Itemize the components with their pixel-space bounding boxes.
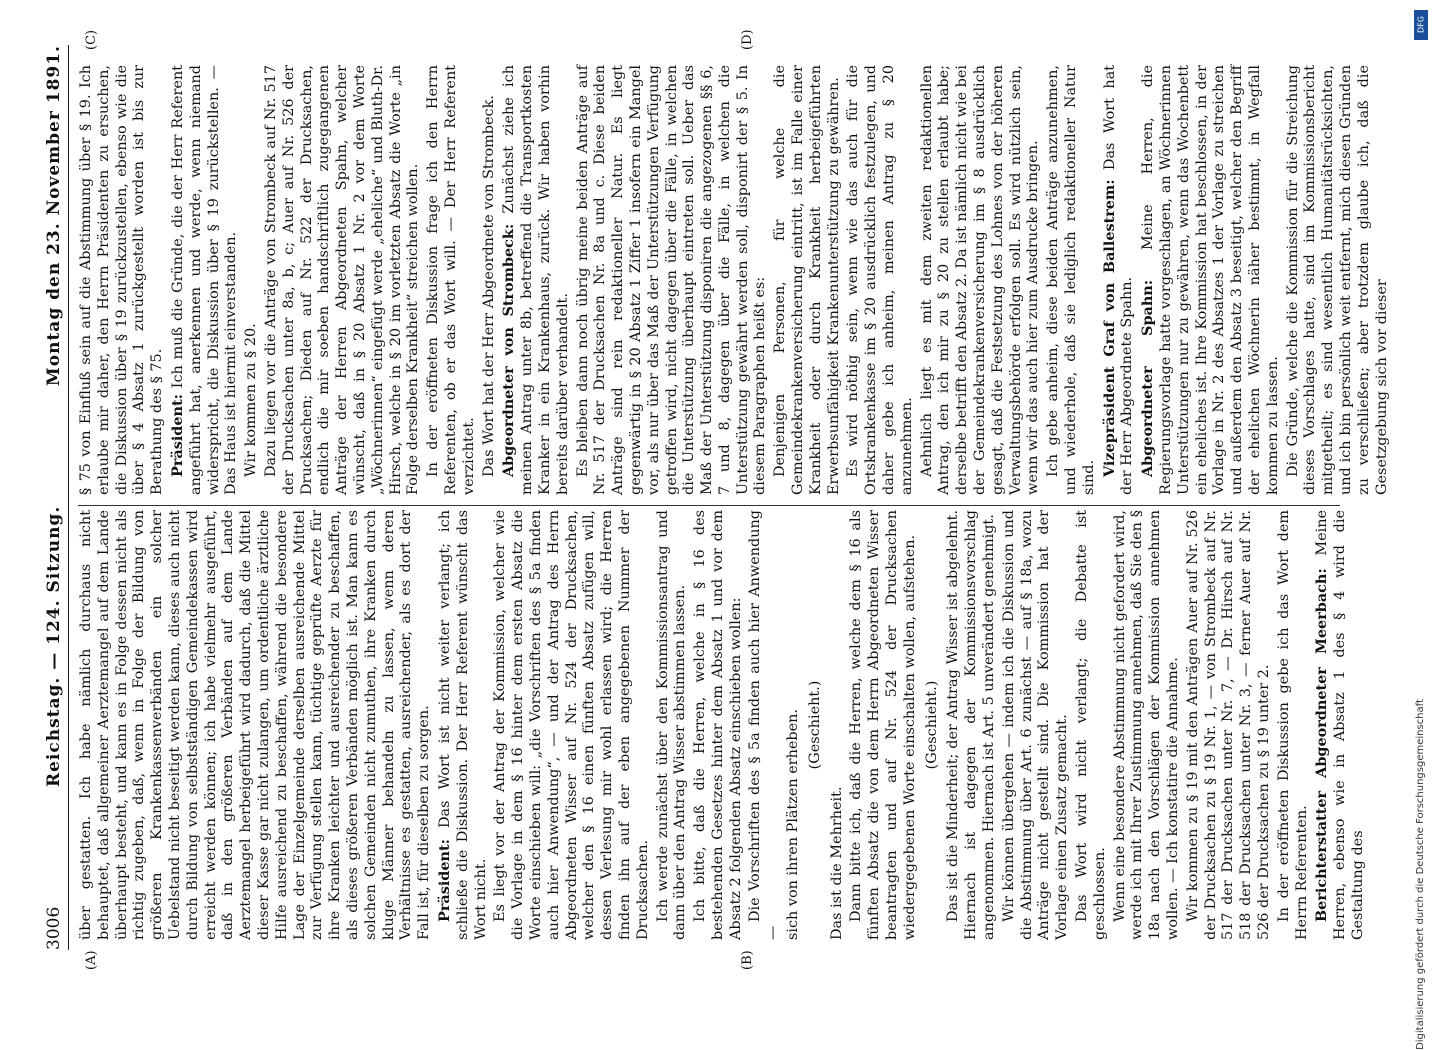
- speaker-name: Abgeordneter von Strombeck:: [500, 223, 518, 477]
- paragraph: [845, 65, 916, 495]
- paragraph: [1001, 510, 1072, 940]
- paragraph: [785, 510, 803, 940]
- paragraph: [772, 65, 843, 495]
- paragraph: [78, 65, 167, 495]
- paragraph-text: Dann bitte ich, daß die Herren, welche dem § 16 als fünften Absatz die von dem Herrn Abgeordneten Wisser beantragten und auf Nr. 524 der Drucksachen wiedergegebenen Worte einschalten wollen, aufstehen.: [848, 510, 918, 940]
- paragraph-text: über gestatten. Ich habe nämlich durchaus nicht behauptet, daß allgemeiner Aerztemangel auf dem Lande überhaupt besteht, und kann es in Folge dessen nicht als richtig zugeben, daß, wenn in Folge der Bildung von größeren Krankenkassenverbänden ein solcher Uebelstand nicht beseitigt werden kann, dieses auch nicht durch Bildung von selbstständigen Gemeindekassen wird erreicht werden können; ich habe vielmehr ausgeführt, daß in den größeren Verbänden auf dem Lande Aerztemangel herbeigeführt wird dadurch, daß die Mittel dieser Kasse gar nicht zulangen, um ordentliche ärztliche Hilfe ausreichend zu beschaffen, während die besondere Lage der Einzelgemeinde derselben ausreichende Mittel zur Verfügung stellen kann, tüchtige geprüfte Aerzte für ihre Kranken leichter und ausreichender zu beschaffen, als dieses größeren Verbänden möglich ist. Man kann es solchen Gemeinden nicht zumuthen, ihre Kranken durch kluge Männer behandeln zu lassen, wenn deren Verhältnisse es gestatten, ausreichender, als es dort der Fall ist, für dieselben zu sorgen.: [78, 510, 433, 940]
- paragraph: [481, 65, 499, 495]
- page-number: 3006: [44, 906, 64, 950]
- paragraph-text: (Geschieht.): [806, 680, 823, 770]
- paragraph: [1139, 65, 1282, 495]
- paragraph: [692, 510, 745, 940]
- left-text-column: [78, 510, 1366, 940]
- paragraph-text: Wenn eine besondere Abstimmung nicht gefordert wird, werde ich mit Ihrer Zustimmung annehmen, daß Sie den § 18a nach den Vorschlägen der Kommission annehmen wollen. — Ich konstatire die Annahme.: [1111, 510, 1182, 940]
- paragraph: [919, 65, 1044, 495]
- paragraph-text: Das Wort hat der Herr Abgeordnete Spahn.: [1101, 64, 1136, 495]
- paragraph-text: Ich muß die Gründe, die der Herr Referent angeführt hat, anerkennen und werde, wenn niemand widerspricht, die Diskussion über § 19 zurückstellen. — Das Haus ist hiermit einverstanden.: [169, 65, 240, 495]
- speaker-name: Berichterstatter Abgeordneter Meerbach:: [1313, 568, 1331, 922]
- paragraph-text: Ich werde zunächst über den Kommissionsantrag und dann über den Antrag Wisser abstimmen lassen.: [654, 510, 689, 940]
- paragraph: [263, 65, 423, 495]
- paragraph-text: Das ist die Minderheit; der Antrag Wisser ist abgelehnt. Hiernach ist dagegen der Kommissionsvorschlag angenommen. Hiernach ist Art. 5 unverändert genehmigt.: [945, 510, 998, 940]
- paragraph-text: Dazu liegen vor die Anträge von Strombeck auf Nr. 517 der Drucksachen unter 8a, b, c; Auer auf Nr. 526 der Drucksachen; Dieden auf Nr. 522 der Drucksachen, endlich die mir soeben handschriftlich zugegangenen Anträge der Herren Abgeordneten Spahn, welcher wünscht, daß in § 20 Absatz 1 Nr. 2 vor dem Worte „Wöchnerinnen“ eingefügt werde „eheliche“ und Bluth-Dr. Hirsch, welche in § 20 im vorletzten Absatz die Worte „in Folge derselben Krankheit“ streichen wollen.: [262, 65, 422, 495]
- margin-marker-a: (A): [84, 950, 99, 970]
- paragraph-text: In der eröffneten Diskussion frage ich den Herrn Referenten, ob er das Wort will. — Der Herr Referent verzichtet.: [425, 65, 477, 495]
- paragraph: [848, 510, 919, 940]
- margin-marker-c: (C): [84, 29, 99, 50]
- paragraph: [1313, 510, 1367, 940]
- session-title: Reichstag. — 124. Sitzung.: [44, 505, 64, 788]
- stage-direction: [807, 510, 825, 940]
- paragraph-text: Meine Herren, ebenso wie in Absatz 1 des § 4 wird die Gestaltung des: [1314, 510, 1366, 940]
- paragraph-text: sich von ihren Plätzen erheben.: [785, 709, 802, 940]
- paragraph-text: Das Wort hat der Herr Abgeordnete von Strombeck.: [480, 95, 497, 477]
- paragraph-text: Es wird nöthig sein, wenn wie das auch für die Ortskrankenkasse im § 20 ausdrücklich festzulegen, und daher gebe ich anheim, meinen Antrag zu § 20 anzunehmen.: [845, 65, 915, 495]
- paragraph-text: Wir kommen zu § 20.: [243, 323, 260, 477]
- paragraph-text: (Geschieht.): [923, 680, 940, 770]
- paragraph: [829, 510, 847, 940]
- paragraph-text: Das ist die Mehrheit.: [828, 786, 845, 940]
- stage-direction: [924, 510, 942, 940]
- paragraph-text: Es bleiben dann noch übrig meine beiden Anträge auf Nr. 517 der Drucksachen Nr. 8a und c. Diese beiden Anträge sind rein redaktioneller Natur. Es liegt gegenwärtig in § 20 Absatz 1 Ziffer 1 insofern ein Mangel vor, als nur über das Maß der Unterstützungen Verfügung getroffen wird, nicht dagegen über die Fälle, in welchen die Unterstützung überhaupt eintreten soll. Ueber das Maß der Unterstützung disponiren die angezogenen §§ 6, 7 und 8, dagegen über die Fälle, in welchen die Unterstützung gewährt werden soll, disponirt der § 5. In diesem Paragraphen heißt es:: [574, 65, 769, 495]
- paragraph: [747, 510, 783, 940]
- paragraph: [945, 510, 998, 940]
- session-date: Montag den 23. November 1891.: [44, 45, 64, 387]
- paragraph-text: Aehnlich liegt es mit dem zweiten redaktionellen Antrag, den ich mir zu § 20 zu stellen erlaubt habe; derselbe betrifft den Absatz 2. Da ist nämlich nicht wie bei der Gemeindekrankenversicherung im § 8 ausdrücklich gesagt, daß die Festsetzung des Lohnes von der höheren Verwaltungsbehörde erfolgen soll. Es wird nützlich sein, wenn wir das auch hier zum Ausdrucke bringen.: [918, 65, 1042, 495]
- paragraph: [1276, 510, 1312, 940]
- paragraph: [1112, 510, 1183, 940]
- paragraph: [425, 65, 478, 495]
- paragraph: [1285, 65, 1392, 495]
- paragraph-text: Wir kommen zu § 19 mit den Anträgen Auer auf Nr. 526 der Drucksachen zu § 19 Nr. 1, — von Strombeck auf Nr. 517 der Drucksachen unter Nr. 7, — Dr. Hirsch auf Nr. 518 der Drucksachen unter Nr. 3, — ferner Auer auf Nr. 526 der Drucksachen zu § 19 unter 2.: [1184, 510, 1272, 940]
- paragraph: [1101, 65, 1138, 495]
- digitization-credit: [1411, 0, 1429, 1050]
- paragraph: [500, 65, 572, 495]
- speaker-name: Vizepräsident Graf von Ballestrem:: [1100, 179, 1118, 477]
- paragraph-text: Es liegt vor der Antrag der Kommission, welcher wie die Vorlage in dem § 16 hinter dem ersten Absatz die Worte einschieben will: „die Vorschriften des § 5a finden auch hier Anwendung“, — und der Antrag des Herrn Abgeordneten Wisser auf Nr. 524 der Drucksachen, welcher den § 16 einen fünften Absatz zufügen will, dessen Verlesung mir wohl erlassen wird; die Herren finden ihn auf der eben angegebenen Nummer der Drucksachen.: [492, 510, 651, 940]
- column-divider: [78, 505, 1340, 506]
- paragraph-text: Meine Herren, die Regierungsvorlage hatte vorgeschlagen, an Wöchnerinnen Unterstützungen nur zu gewähren, wenn das Wochenbett ein eheliches ist. Ihre Kommission hat beschlossen, in der Vorlage in Nr. 2 des Absatzes 1 der Vorlage zu streichen und außerdem den Absatz 3 beseitigt, welcher den Begriff der ehelichen Wöchnerin näher bestimmt, in Wegfall kommen zu lassen.: [1140, 64, 1281, 495]
- paragraph: [169, 65, 241, 495]
- right-text-column: [78, 64, 1390, 495]
- paragraph: [492, 510, 652, 940]
- paragraph-text: Ich bitte, daß die Herren, welche in § 16 des bestehenden Gesetzes hinter dem Absatz 1 und vor dem Absatz 2 folgenden Absatz einschieben wollen:: [692, 510, 744, 940]
- paragraph-text: Ich gebe anheim, diese beiden Anträge anzunehmen, und wiederhole, daß sie lediglich redaktioneller Natur sind.: [1045, 65, 1097, 495]
- paragraph-text: Die Vorschriften des § 5a finden auch hier Anwendung —: [747, 510, 782, 940]
- speaker-name: Präsident:: [168, 394, 186, 477]
- paragraph-text: Zunächst ziehe ich meinen Antrag unter 8b, betreffend die Transportkosten Kranker in ein Krankenhaus, zurück. Wir haben vorhin bereits darüber verhandelt.: [501, 65, 571, 495]
- paragraph: [78, 510, 434, 940]
- paragraph-text: In der eröffneten Diskussion gebe ich das Wort dem Herrn Referenten.: [1275, 510, 1310, 940]
- margin-marker-d: (D): [740, 29, 755, 50]
- paragraph-text: Denjenigen Personen, für welche die Gemeindekrankenversicherung eintritt, ist im Falle einer Krankheit oder durch Krankheit herbeigeführten Erwerbsunfähigkeit Krankenunterstützung zu gewähren.: [772, 65, 842, 495]
- paragraph-text: § 75 von Einfluß sein auf die Abstimmung über § 19. Ich erlaube mir daher, den Herrn Präsidenten zu ersuchen, die Diskussion über § 19 zurückzustellen, ebenso wie die über § 4 Absatz 1 zurückgestellt worden ist bis zur Berathung des § 75.: [78, 65, 166, 495]
- paragraph: [243, 65, 261, 495]
- paragraph: [655, 510, 691, 940]
- paragraph-text: Wir können übergehen — indem ich die Diskussion und die Abstimmung über Art. 6 zunächst — auf § 18a, wozu Anträge nicht gestellt sind. Die Kommission hat der Vorlage einen Zusatz gemacht.: [1000, 510, 1071, 940]
- paragraph-text: Das Wort wird nicht verlangt; die Debatte ist geschlossen.: [1074, 510, 1108, 940]
- paragraph-text: Die Gründe, welche die Kommission für die Streichung dieses Vorschlages hatte, sind im Kommissionsbericht mitgetheilt; es sind wesentlich Humanitätsrücksichten, und ich bin persönlich weit entfernt, mich diesen Gründen zu verschließen; aber trotzdem glaube ich, daß die Gesetzgebung sich vor dieser: [1284, 65, 1390, 495]
- paragraph: [1045, 65, 1098, 495]
- dfg-logo: DFG: [1414, 10, 1428, 40]
- page-header: [40, 45, 69, 950]
- speaker-name: Präsident:: [435, 839, 453, 922]
- margin-marker-b: (B): [740, 950, 755, 970]
- paragraph: [1185, 510, 1274, 940]
- paragraph: [1074, 510, 1110, 940]
- paragraph-text: Das Wort ist nicht weiter verlangt; ich schließe die Diskussion. Der Herr Referent wünscht das Wort nicht.: [436, 510, 489, 940]
- paragraph: [575, 65, 771, 495]
- paragraph: [436, 510, 490, 940]
- credit-text: Digitalisierung gefördert durch die Deutsche Forschungsgemeinschaft: [1414, 699, 1426, 1050]
- speaker-name: Abgeordneter Spahn:: [1139, 279, 1157, 477]
